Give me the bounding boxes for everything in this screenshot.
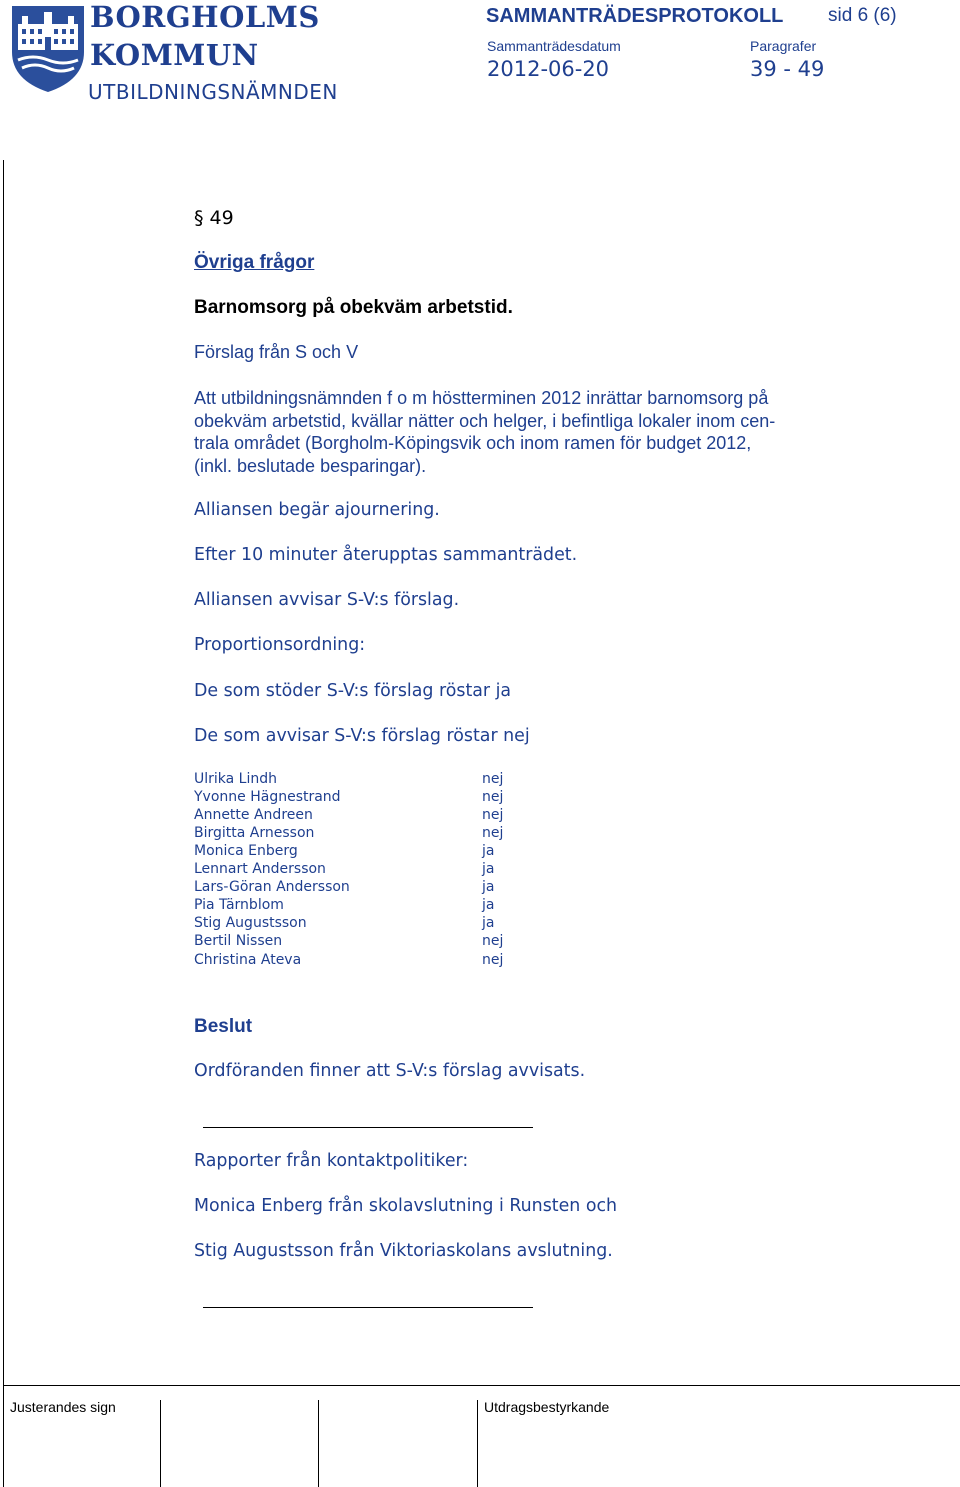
- proposal-line-4: (inkl. beslutade besparingar).: [194, 455, 427, 476]
- proposal-line-1: Att utbildningsnämnden f o m höstterminen 2012 inrättar barnomsorg på: [194, 388, 769, 408]
- voter-name: Pia Tärnblom: [194, 897, 284, 913]
- left-margin-rule: [3, 160, 4, 1487]
- voter-name: Yvonne Hägnestrand: [194, 789, 341, 805]
- procedure-line: Proportionsordning:: [194, 635, 366, 655]
- meeting-date-value: 2012-06-20: [487, 57, 610, 81]
- meeting-date-label: Sammanträdesdatum: [487, 38, 621, 54]
- reports-heading: Rapporter från kontaktpolitiker:: [194, 1151, 469, 1171]
- org-name-line1: BORGHOLMS: [90, 0, 320, 34]
- voter-name: Stig Augustsson: [194, 915, 307, 931]
- extract-label: Utdragsbestyrkande: [484, 1399, 610, 1415]
- voter-name: Lennart Andersson: [194, 861, 326, 877]
- voter-vote: ja: [482, 879, 495, 895]
- voter-name: Monica Enberg: [194, 843, 298, 859]
- org-name-line2: KOMMUN: [90, 38, 259, 72]
- resumed-line: Efter 10 minuter återupptas sammanträdet.: [194, 545, 578, 565]
- voter-vote: nej: [482, 825, 504, 841]
- voter-vote: nej: [482, 807, 504, 823]
- municipality-crest-logo: [8, 2, 88, 94]
- voter-name: Ulrika Lindh: [194, 771, 277, 787]
- voter-vote: nej: [482, 933, 504, 949]
- department-name: UTBILDNINGSNÄMNDEN: [88, 80, 338, 104]
- proposal-paragraph: [194, 387, 906, 477]
- sign-label: Justerandes sign: [10, 1399, 116, 1415]
- adjournment-line: Alliansen begär ajournering.: [194, 500, 440, 520]
- footer-rule: [3, 1385, 960, 1386]
- voter-name: Bertil Nissen: [194, 933, 283, 949]
- signature-box-divider: [477, 1400, 478, 1487]
- signature-box-divider: [318, 1400, 319, 1487]
- proposal-line-2: obekväm arbetstid, kvällar nätter och helger, i befintliga lokaler inom cen-: [194, 410, 776, 431]
- decision-heading: Beslut: [194, 1016, 253, 1037]
- voter-name: Annette Andreen: [194, 807, 313, 823]
- separator-rule: [203, 1307, 533, 1308]
- signature-box-divider: [160, 1400, 161, 1487]
- voter-vote: nej: [482, 789, 504, 805]
- proposal-line: Förslag från S och V: [194, 342, 359, 362]
- subheading: Barnomsorg på obekväm arbetstid.: [194, 297, 513, 318]
- section-heading: Övriga frågor: [194, 252, 315, 273]
- report-line-1: Monica Enberg från skolavslutning i Runsten och: [194, 1196, 618, 1216]
- voter-vote: ja: [482, 861, 495, 877]
- voter-vote: ja: [482, 897, 495, 913]
- report-line-2: Stig Augustsson från Viktoriaskolans avslutning.: [194, 1241, 613, 1261]
- voter-name: Lars-Göran Andersson: [194, 879, 350, 895]
- voter-vote: nej: [482, 952, 504, 968]
- vote-yes-line: De som stöder S-V:s förslag röstar ja: [194, 681, 512, 701]
- paragraph-number: § 49: [194, 207, 234, 229]
- voter-name: Birgitta Arnesson: [194, 825, 315, 841]
- vote-no-line: De som avvisar S-V:s förslag röstar nej: [194, 726, 530, 746]
- voter-vote: ja: [482, 915, 495, 931]
- page-number: sid 6 (6): [828, 5, 897, 26]
- separator-rule: [203, 1127, 533, 1128]
- document-title: SAMMANTRÄDESPROTOKOLL: [486, 5, 784, 27]
- paragraphs-label: Paragrafer: [750, 38, 817, 54]
- paragraphs-value: 39 - 49: [750, 57, 825, 81]
- rejects-line: Alliansen avvisar S-V:s förslag.: [194, 590, 460, 610]
- decision-text: Ordföranden finner att S-V:s förslag avvisats.: [194, 1061, 586, 1081]
- proposal-line-3: trala området (Borgholm-Köpingsvik och inom ramen för budget 2012,: [194, 433, 752, 453]
- voter-vote: nej: [482, 771, 504, 787]
- voter-name: Christina Ateva: [194, 952, 302, 968]
- voter-vote: ja: [482, 843, 495, 859]
